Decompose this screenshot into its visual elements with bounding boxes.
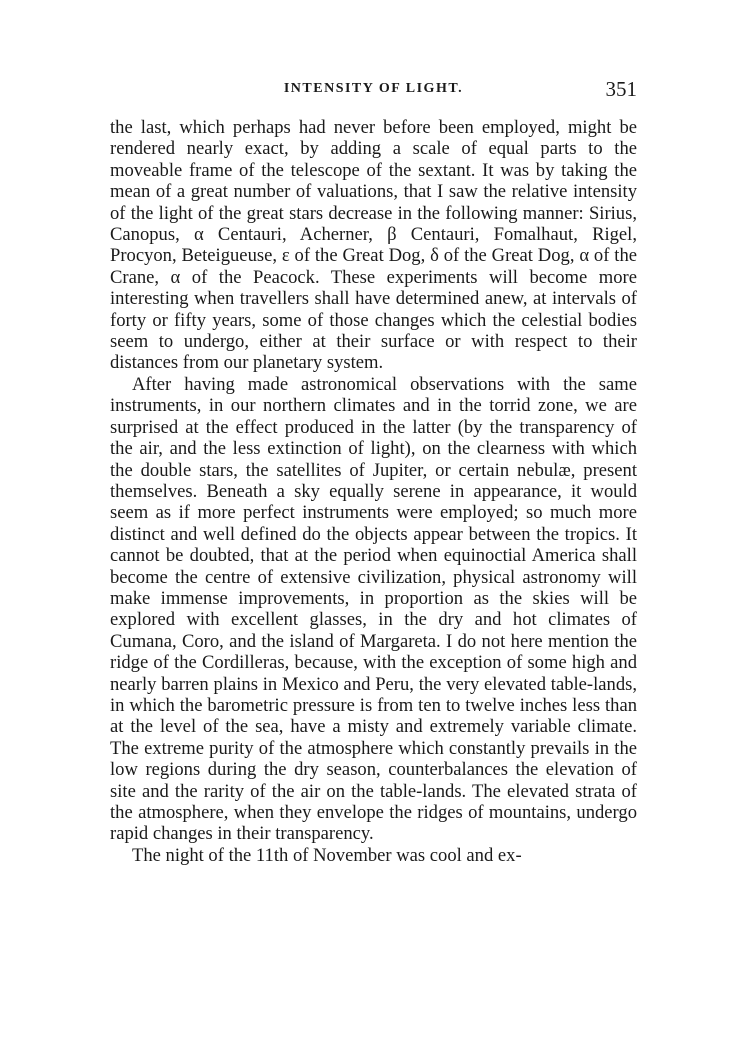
paragraph-night-of-november: The night of the 11th of November was cool and ex- [132, 844, 522, 866]
paragraph-continuation: the last, which perhaps had never before been employed, might be rendered nearly exact, by adding a scale of equal parts to the moveable frame of the telescope of the sextant. It was by taking the mean of a great number of valuations, that I saw the relative intensity of the light of the great stars decrease in the following manner: Sirius, Canopus, α Centauri, Acherner, β Centauri, Fomalhaut, Rigel, Procyon, Beteigueuse, ε of the Great Dog, δ of the Great Dog, α of the Crane, α of the Peacock. These experiments will become more interesting when travellers shall have determined anew, at intervals of forty or fifty years, some of those changes which the celestial bodies seem to undergo, either at their surface or with respect to their distances from our planetary system. [110, 117, 637, 374]
body-text [110, 117, 637, 866]
running-title: INTENSITY OF LIGHT. [283, 81, 464, 96]
page-number: 351 [605, 77, 637, 101]
paragraph-astronomical-observations: After having made astronomical observations with the same instruments, in our northern climates and in the torrid zone, we are surprised at the effect produced in the latter (by the transparency of the air, and the less extinction of light), on the clearness with which the double stars, the satellites of Jupiter, or certain nebulæ, present themselves. Beneath a sky equally serene in appearance, it would seem as if more perfect instruments were employed; so much more distinct and well defined do the objects appear between the tropics. It cannot be doubted, that at the period when equinoctial America shall become the centre of extensive civilization, physical astronomy will make immense improvements, in proportion as the skies will be explored with excellent glasses, in the dry and hot climates of Cumana, Coro, and the island of Margareta. I do not here mention the ridge of the Cordilleras, because, with the exception of some high and nearly barren plains in Mexico and Peru, the very elevated table-lands, in which the barometric pressure is from ten to twelve inches less than at the level of the sea, have a misty and extremely variable climate. The extreme purity of the atmosphere which constantly prevails in the low regions during the dry season, counterbalances the elevation of site and the rarity of the air on the table-lands. The elevated strata of the atmosphere, when they envelope the ridges of mountains, undergo rapid changes in their transparency. [110, 373, 637, 845]
running-head [110, 76, 637, 102]
